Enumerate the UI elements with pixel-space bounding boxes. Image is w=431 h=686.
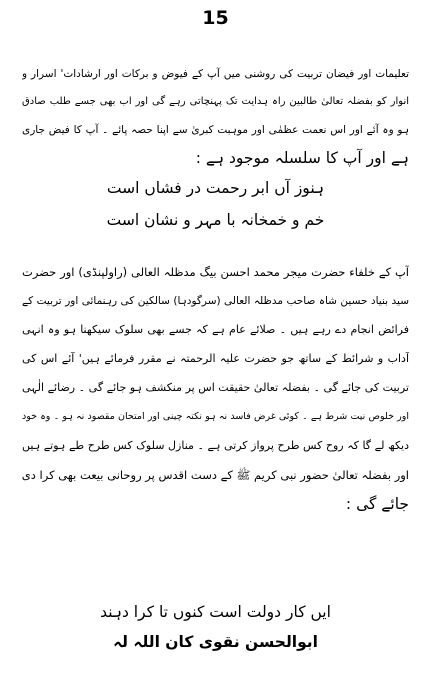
text-line: فرائض انجام دے رہے ہیں ۔ صلائے عام ہے کہ جسے بھی سلوک سیکھنا ہو وہ انہی <box>22 323 409 336</box>
signature-block <box>22 628 409 658</box>
author-signature: ابوالحسن نقوی کان اللہ لہ <box>113 633 318 651</box>
verse-line: ہنوز آں ابر رحمت در فشاں است <box>106 179 325 197</box>
verse-2 <box>22 598 409 628</box>
text-line: انوار کو بفضلہ تعالیٰ طالبین راہ ہدایت تک پہنچاتی رہے گی اور اب بھی جسے طلب صادق <box>22 96 409 107</box>
text-line: ہے اور آپ کا سلسلہ موجود ہے : <box>195 149 409 167</box>
paragraph-1 <box>22 60 409 172</box>
text-line: دیکھ لے گا کہ روح کس طرح پرواز کرتی ہے ۔ منازل سلوک کس طرح طے ہوتے ہیں <box>22 439 409 452</box>
text-line: تعلیمات اور فیضان تربیت کی روشنی میں آپ کے فیوض و برکات اور ارشادات' اسرار و <box>22 68 409 80</box>
verse-line: خم و خمخانہ با مہر و نشان است <box>106 211 325 229</box>
verse-line: ایں کار دولت است کنوں تا کرا دہند <box>100 603 331 621</box>
text-line: سید بنیاد حسین شاہ صاحب مدظلہ العالی (سرگودہا) سالکین کی رہنمائی اور تربیت کے <box>22 295 409 307</box>
text-line: تربیت کی جائے گی ۔ بفضلہ تعالیٰ حقیقت اس پر منکشف ہو جائے گی ۔ رضائے الٰہی <box>22 381 409 394</box>
text-line: جائے گی : <box>345 495 409 513</box>
paragraph-2 <box>22 258 409 578</box>
text-line: آداب و شرائط کے ساتھ جو حضرت علیہ الرحمتہ نے مقرر فرمائے ہیں' آئے اس کی <box>22 352 409 365</box>
text-line: اور بفضلہ تعالیٰ حضور نبی کریم ﷺ کے دست اقدس پر روحانی بیعت بھی کرا دی <box>22 468 409 482</box>
verse-1 <box>22 174 409 236</box>
text-line: ہو وہ آئے اور اس نعمت عظمٰی اور موہبت کبریٰ سے اپنا حصہ پائے ۔ آپ کا فیض جاری <box>22 124 409 136</box>
text-line: اور خلوص نیت شرط ہے ۔ کوئی غرض فاسد نہ ہو نکتہ چینی اور امتحان مقصود نہ ہو ۔ وہ خود <box>22 411 409 422</box>
text-line: آپ کے خلفاء حضرت میجر محمد احسن بیگ مدظلہ العالی (راولپنڈی) اور حضرت <box>22 265 409 279</box>
page-number: 15 <box>202 7 229 29</box>
